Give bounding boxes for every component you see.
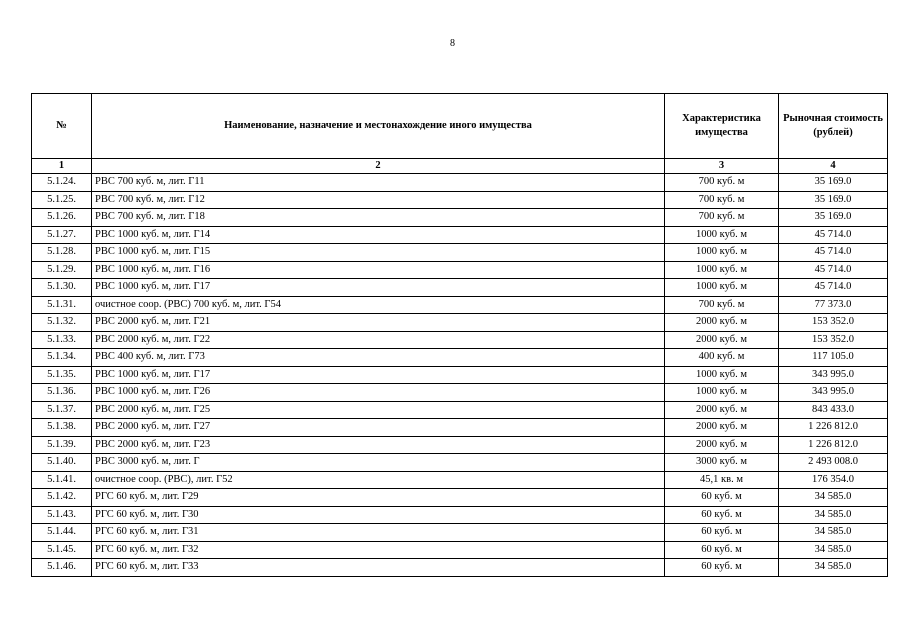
row-value: 153 352.0 [779,331,888,349]
row-name: РВС 2000 куб. м, лит. Г25 [92,401,665,419]
row-name: РВС 700 куб. м, лит. Г18 [92,209,665,227]
row-characteristic: 2000 куб. м [665,401,779,419]
row-value: 34 585.0 [779,506,888,524]
row-name: РВС 1000 куб. м, лит. Г17 [92,279,665,297]
table-row [32,349,888,367]
row-number: 5.1.36. [32,384,92,402]
row-number: 5.1.31. [32,296,92,314]
table-row [32,384,888,402]
row-name: РВС 1000 куб. м, лит. Г26 [92,384,665,402]
row-value: 34 585.0 [779,489,888,507]
column-number: 3 [665,159,779,174]
header-characteristic: Характеристика имущества [665,94,779,159]
row-number: 5.1.32. [32,314,92,332]
row-number: 5.1.46. [32,559,92,577]
row-number: 5.1.35. [32,366,92,384]
table-row [32,471,888,489]
row-name: РВС 2000 куб. м, лит. Г21 [92,314,665,332]
row-number: 5.1.40. [32,454,92,472]
row-name: РГС 60 куб. м, лит. Г30 [92,506,665,524]
table-row [32,366,888,384]
header-num: № [32,94,92,159]
row-value: 176 354.0 [779,471,888,489]
row-characteristic: 400 куб. м [665,349,779,367]
row-name: РВС 2000 куб. м, лит. Г22 [92,331,665,349]
row-value: 35 169.0 [779,174,888,192]
table-row [32,436,888,454]
row-name: очистное соор. (РВС), лит. Г52 [92,471,665,489]
row-name: РВС 1000 куб. м, лит. Г14 [92,226,665,244]
row-characteristic: 2000 куб. м [665,436,779,454]
row-characteristic: 2000 куб. м [665,331,779,349]
row-value: 45 714.0 [779,226,888,244]
row-value: 45 714.0 [779,261,888,279]
row-number: 5.1.30. [32,279,92,297]
row-name: РВС 400 куб. м, лит. Г73 [92,349,665,367]
row-number: 5.1.39. [32,436,92,454]
row-characteristic: 1000 куб. м [665,244,779,262]
row-characteristic: 60 куб. м [665,559,779,577]
row-characteristic: 60 куб. м [665,524,779,542]
row-number: 5.1.42. [32,489,92,507]
row-number: 5.1.33. [32,331,92,349]
row-value: 2 493 008.0 [779,454,888,472]
row-name: РГС 60 куб. м, лит. Г32 [92,541,665,559]
table-row [32,191,888,209]
table-row [32,226,888,244]
column-number: 1 [32,159,92,174]
row-characteristic: 1000 куб. м [665,279,779,297]
row-characteristic: 60 куб. м [665,489,779,507]
row-number: 5.1.38. [32,419,92,437]
row-number: 5.1.44. [32,524,92,542]
row-value: 1 226 812.0 [779,436,888,454]
table-row [32,296,888,314]
row-number: 5.1.27. [32,226,92,244]
row-number: 5.1.24. [32,174,92,192]
row-value: 34 585.0 [779,524,888,542]
row-name: РВС 1000 куб. м, лит. Г16 [92,261,665,279]
row-value: 35 169.0 [779,209,888,227]
column-number: 2 [92,159,665,174]
row-name: РГС 60 куб. м, лит. Г31 [92,524,665,542]
table-row [32,209,888,227]
row-value: 843 433.0 [779,401,888,419]
row-value: 1 226 812.0 [779,419,888,437]
row-name: РВС 1000 куб. м, лит. Г17 [92,366,665,384]
row-value: 35 169.0 [779,191,888,209]
row-number: 5.1.43. [32,506,92,524]
row-value: 117 105.0 [779,349,888,367]
row-name: РВС 2000 куб. м, лит. Г27 [92,419,665,437]
row-characteristic: 1000 куб. м [665,226,779,244]
row-number: 5.1.25. [32,191,92,209]
table-row [32,314,888,332]
table-row [32,559,888,577]
row-value: 343 995.0 [779,366,888,384]
row-number: 5.1.26. [32,209,92,227]
row-name: РВС 2000 куб. м, лит. Г23 [92,436,665,454]
row-characteristic: 700 куб. м [665,174,779,192]
row-name: РВС 3000 куб. м, лит. Г [92,454,665,472]
row-value: 34 585.0 [779,559,888,577]
row-value: 45 714.0 [779,244,888,262]
row-characteristic: 3000 куб. м [665,454,779,472]
table-row [32,489,888,507]
row-number: 5.1.34. [32,349,92,367]
property-table [31,93,888,577]
header-row [32,94,888,159]
row-name: очистное соор. (РВС) 700 куб. м, лит. Г54 [92,296,665,314]
table-row [32,506,888,524]
row-characteristic: 1000 куб. м [665,261,779,279]
table-row [32,244,888,262]
row-characteristic: 1000 куб. м [665,366,779,384]
row-name: РГС 60 куб. м, лит. Г33 [92,559,665,577]
row-characteristic: 2000 куб. м [665,419,779,437]
row-characteristic: 45,1 кв. м [665,471,779,489]
row-name: РВС 700 куб. м, лит. Г12 [92,191,665,209]
row-value: 34 585.0 [779,541,888,559]
table-row [32,401,888,419]
table-row [32,541,888,559]
row-characteristic: 1000 куб. м [665,384,779,402]
header-value: Рыночная стоимость (рублей) [779,94,888,159]
row-value: 343 995.0 [779,384,888,402]
row-name: РГС 60 куб. м, лит. Г29 [92,489,665,507]
row-characteristic: 700 куб. м [665,191,779,209]
row-value: 153 352.0 [779,314,888,332]
column-number: 4 [779,159,888,174]
row-characteristic: 2000 куб. м [665,314,779,332]
table-row [32,261,888,279]
row-characteristic: 60 куб. м [665,506,779,524]
table-row [32,279,888,297]
table-row [32,454,888,472]
row-number: 5.1.45. [32,541,92,559]
table-row [32,524,888,542]
row-name: РВС 1000 куб. м, лит. Г15 [92,244,665,262]
page-number: 8 [450,38,455,49]
row-number: 5.1.37. [32,401,92,419]
row-name: РВС 700 куб. м, лит. Г11 [92,174,665,192]
table-row [32,419,888,437]
row-number: 5.1.41. [32,471,92,489]
row-characteristic: 60 куб. м [665,541,779,559]
row-characteristic: 700 куб. м [665,296,779,314]
row-value: 77 373.0 [779,296,888,314]
table-row [32,331,888,349]
row-characteristic: 700 куб. м [665,209,779,227]
row-value: 45 714.0 [779,279,888,297]
table-body [32,174,888,577]
column-numbers-row [32,159,888,174]
row-number: 5.1.29. [32,261,92,279]
header-name: Наименование, назначение и местонахождение иного имущества [92,94,665,159]
table-row [32,174,888,192]
row-number: 5.1.28. [32,244,92,262]
